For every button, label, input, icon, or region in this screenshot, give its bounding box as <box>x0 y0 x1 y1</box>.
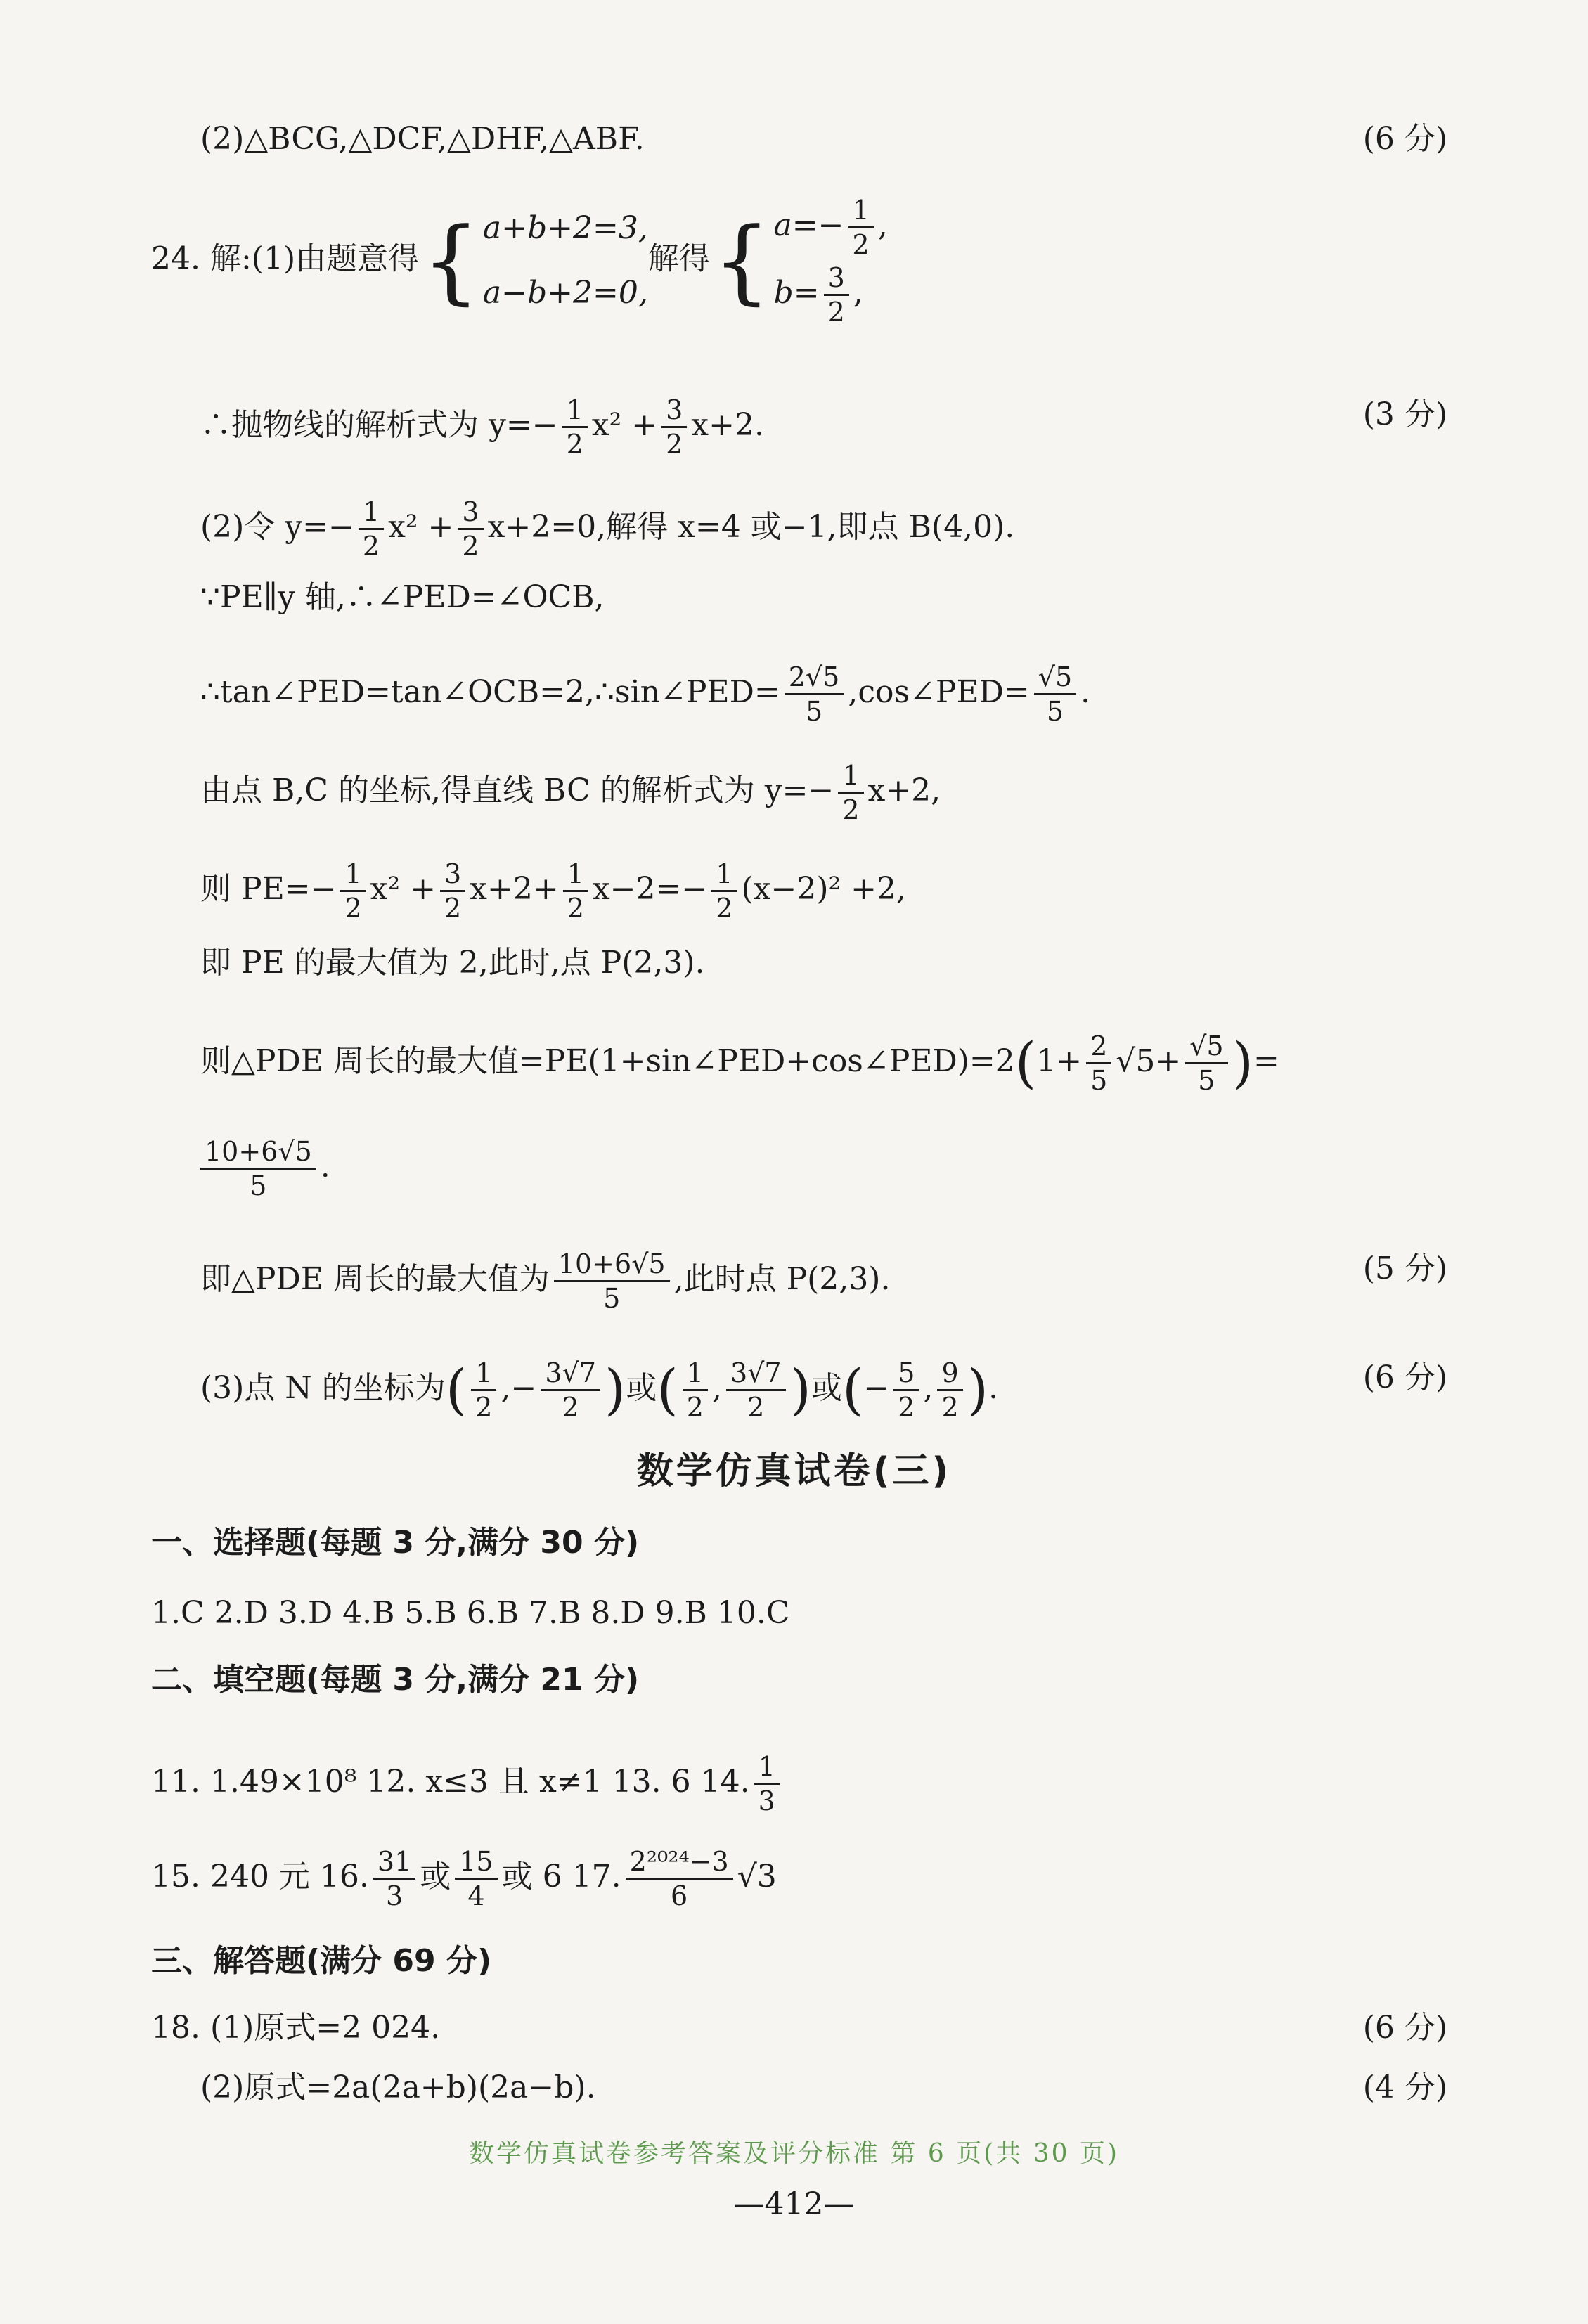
eq-1: a+b+2=3, <box>482 210 648 246</box>
page-footer: 数学仿真试卷参考答案及评分标准 第 6 页(共 30 页) <box>468 2139 1120 2168</box>
sol-b: b= <box>773 275 820 311</box>
q18-score-1: (6 分) <box>1362 2010 1447 2046</box>
section-1-title: 一、选择题(每题 3 分,满分 30 分) <box>151 1525 640 1561</box>
q24-pe-max: 即 PE 的最大值为 2,此时,点 P(2,3). <box>200 945 705 981</box>
sol-a: a=− <box>773 207 844 243</box>
q24-part2-intro: (2)令 y=− $\frac{1}{2}$ x² + $\frac{3}{2}$ x+2=0,解得 x=4 或−1,即点 B(4,0). <box>200 496 1015 562</box>
q24-part3: (3)点 N 的坐标为( $\frac{1}{2}$ ,− $\frac{3√7}{2}$ )或( $\frac{1}{2}$ , $\frac{3√7}{2}$ )或(− $\frac{5}{2}$ , $\frac{9}{2}$ ). <box>200 1357 999 1423</box>
q24-system-line <box>151 193 888 328</box>
frac-three-halves: $\frac{3}{2}$ <box>824 262 849 328</box>
page-number: —412— <box>733 2186 855 2222</box>
left-brace-2: { <box>712 207 771 314</box>
q24-pe: 则 PE=− $\frac{1}{2}$ x² + $\frac{3}{2}$ x+2+ $\frac{1}{2}$ x−2=− $\frac{1}{2}$ (x−2)² +2, <box>200 858 906 924</box>
q24-score-1: (3 分) <box>1362 396 1447 432</box>
equation-system <box>483 196 648 325</box>
frac-half: $\frac{1}{2}$ <box>848 194 874 261</box>
q24-trig: ∴tan∠PED=tan∠OCB=2,∴sin∠PED= $\frac{2√5}{5}$ ,cos∠PED= $\frac{√5}{5}$ . <box>200 661 1091 727</box>
q18-part2: (2)原式=2a(2a+b)(2a−b). <box>200 2070 596 2105</box>
q24-perimeter-result: $\frac{10+6√5}{5}$ . <box>200 1135 330 1202</box>
section-2-line-1: 11. 1.49×10⁸ 12. x≤3 且 x≠1 13. 6 14. $\frac{1}{3}$ <box>151 1750 784 1817</box>
solve-text: 解得 <box>647 240 710 277</box>
q18-score-2: (4 分) <box>1362 2070 1447 2105</box>
eq-2: a−b+2=0, <box>482 275 648 311</box>
q24-score-3: (6 分) <box>1362 1360 1447 1395</box>
section-1-answers: 1.C 2.D 3.D 4.B 5.B 6.B 7.B 8.D 9.B 10.C <box>151 1595 790 1631</box>
left-brace-1: { <box>422 207 480 314</box>
q24-parallel: ∵PE∥y 轴,∴∠PED=∠OCB, <box>200 579 605 615</box>
q24-head: 24. 解:(1)由题意得 <box>151 240 420 277</box>
solution-system: a=− $\frac{1}{2}$ , b= $\frac{3}{2}$ , <box>773 195 888 328</box>
q24-score-2: (5 分) <box>1362 1251 1447 1286</box>
q24-conclusion: 即△PDE 周长的最大值为 $\frac{10+6√5}{5}$ ,此时点 P(2,3). <box>200 1248 891 1314</box>
section-2-title: 二、填空题(每题 3 分,满分 21 分) <box>151 1662 640 1698</box>
q24-parabola: ∴抛物线的解析式为 y=− $\frac{1}{2}$ x² + $\frac{3}{2}$ x+2. <box>200 394 764 460</box>
q18-part1: 18. (1)原式=2 024. <box>151 2010 441 2046</box>
section-3-title: 三、解答题(满分 69 分) <box>151 1943 492 1979</box>
q23-score: (6 分) <box>1362 121 1447 157</box>
exam-title: 数学仿真试卷(三) <box>636 1450 952 1492</box>
q24-line-bc: 由点 B,C 的坐标,得直线 BC 的解析式为 y=− $\frac{1}{2}$ x+2, <box>200 760 941 825</box>
section-2-line-2: 15. 240 元 16. $\frac{31}{3}$ 或 $\frac{15}{4}$ 或 6 17. $\frac{\text{2²⁰²⁴−3}}{6}$ √3 <box>151 1846 777 1911</box>
q24-perimeter: 则△PDE 周长的最大值=PE(1+sin∠PED+cos∠PED)=2(1+ $\frac{2}{5}$ √5+ $\frac{√5}{5}$ )= <box>200 1031 1279 1096</box>
q23-part2: (2)△BCG,△DCF,△DHF,△ABF. <box>200 121 645 157</box>
